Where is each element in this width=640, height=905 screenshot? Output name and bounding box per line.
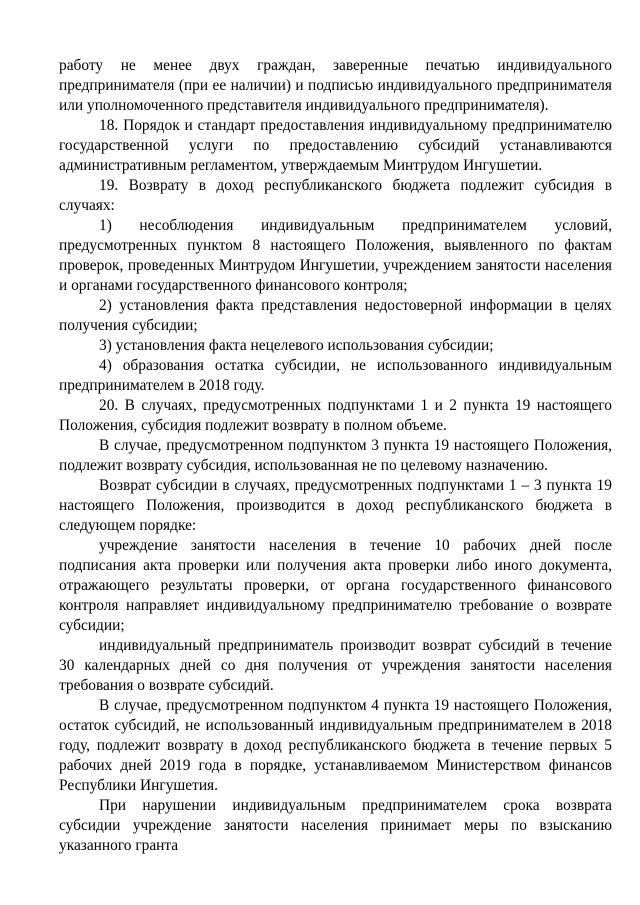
paragraph-violation: При нарушении индивидуальным предпринимателем срока возврата субсидии учреждение занятости населения принимает меры по взысканию указанного гранта	[59, 797, 612, 854]
paragraph-continuation: работу не менее двух граждан, заверенные печатью индивидуального предпринимателя (при ее наличии) и подписью индивидуального предпринимателя или уполномоченного представителя индивидуального предпринимателя).	[59, 57, 612, 114]
paragraph-case-3: В случае, предусмотренном подпунктом 3 пункта 19 настоящего Положения, подлежит возврату субсидия, использованная не по целевому назначению.	[59, 437, 612, 474]
paragraph-entrepreneur-return: индивидуальный предприниматель производит возврат субсидий в течение 30 календарных дней со дня получения от учреждения занятости населения требования о возврате субсидий.	[59, 637, 612, 694]
paragraph-subitem-3: 3) установления факта нецелевого использования субсидии;	[99, 337, 494, 354]
paragraph-employment-office: учреждение занятости населения в течение 10 рабочих дней после подписания акта проверки или получения акта проверки либо иного документа, отражающего результаты проверки, от органа государственного финансового контроля направляет индивидуальному предпринимателю требование о возврате субсидии;	[59, 537, 612, 634]
paragraph-subitem-1: 1) несоблюдения индивидуальным предпринимателем условий, предусмотренных пунктом 8 настоящего Положения, выявленного по фактам проверок, проведенных Минтрудом Ингушетии, учреждением занятости населения и органами государственного финансового контроля;	[59, 217, 612, 294]
paragraph-item-19: 19. Возврату в доход республиканского бюджета подлежит субсидия в случаях:	[59, 177, 612, 214]
paragraph-subitem-4: 4) образования остатка субсидии, не использованного индивидуальным предпринимателем в 2018 году.	[59, 357, 612, 394]
paragraph-item-20: 20. В случаях, предусмотренных подпунктами 1 и 2 пункта 19 настоящего Положения, субсидия подлежит возврату в полном объеме.	[59, 397, 612, 434]
paragraph-subitem-2: 2) установления факта представления недостоверной информации в целях получения субсидии;	[59, 297, 612, 334]
paragraph-case-4: В случае, предусмотренном подпунктом 4 пункта 19 настоящего Положения, остаток субсидий, не использованный индивидуальным предпринимателем в 2018 году, подлежит возврату в доход республиканского бюджета в течение первых 5 рабочих дней 2019 года в порядке, устанавливаемом Министерством финансов Республики Ингушетия.	[59, 697, 612, 794]
paragraph-item-18: 18. Порядок и стандарт предоставления индивидуальному предпринимателю государственной услуги по предоставлению субсидий устанавливаются административным регламентом, утверждаемым Минтрудом Ингушетии.	[59, 117, 612, 174]
document-page	[59, 56, 612, 856]
paragraph-return-order: Возврат субсидии в случаях, предусмотренных подпунктами 1 – 3 пункта 19 настоящего Положения, производится в доход республиканского бюджета в следующем порядке:	[59, 477, 612, 534]
